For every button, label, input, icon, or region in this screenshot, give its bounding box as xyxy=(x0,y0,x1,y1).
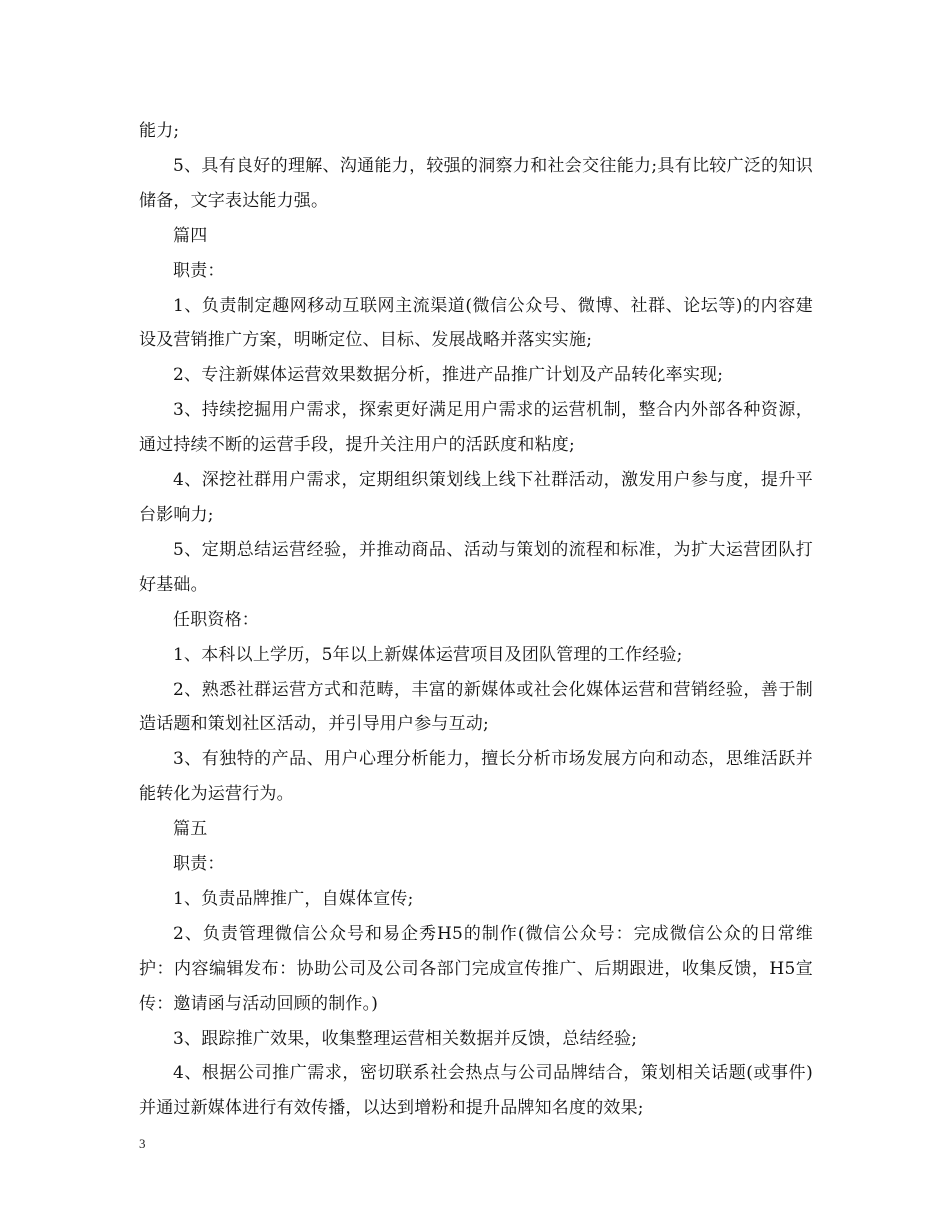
subheading-duties: 职责： xyxy=(173,260,225,281)
duty-item-1: 1、负责制定趣网移动互联网主流渠道(微信公众号、微博、社群、论坛等)的内容建设及营销推广方案，明晰定位、目标、发展战略并落实实施; xyxy=(139,295,813,351)
duty-item-2-part-five: 2、负责管理微信公众号和易企秀H5的制作(微信公众号：完成微信公众的日常维护：内容编辑发布：协助公司及公司各部门完成宣传推广、后期跟进，收集反馈，H5宣传：邀请函与活动回顾的制作。) xyxy=(139,923,813,1014)
section-heading-part-four: 篇四 xyxy=(173,225,208,246)
document-body xyxy=(139,114,813,1126)
qualification-item-1: 1、本科以上学历，5年以上新媒体运营项目及团队管理的工作经验; xyxy=(173,644,683,665)
duty-item-4-part-five: 4、根据公司推广需求，密切联系社会热点与公司品牌结合，策划相关话题(或事件)并通过新媒体进行有效传播，以达到增粉和提升品牌知名度的效果; xyxy=(139,1063,813,1119)
qualification-item-3: 3、有独特的产品、用户心理分析能力，擅长分析市场发展方向和动态，思维活跃并能转化为运营行为。 xyxy=(139,749,813,805)
page-number: 3 xyxy=(139,1136,146,1151)
duty-item-1-part-five: 1、负责品牌推广，自媒体宣传; xyxy=(173,888,414,909)
paragraph-continuation: 能力; xyxy=(139,121,180,141)
qualification-item-2: 2、熟悉社群运营方式和范畴，丰富的新媒体或社会化媒体运营和营销经验，善于制造话题和策划社区活动，并引导用户参与互动; xyxy=(139,679,813,735)
duty-item-5: 5、定期总结运营经验，并推动商品、活动与策划的流程和标准，为扩大运营团队打好基础。 xyxy=(139,539,813,595)
duty-item-3-part-five: 3、跟踪推广效果，收集整理运营相关数据并反馈，总结经验; xyxy=(173,1028,638,1049)
subheading-duties-part-five: 职责： xyxy=(173,854,225,875)
duty-item-2: 2、专注新媒体运营效果数据分析，推进产品推广计划及产品转化率实现; xyxy=(173,365,724,386)
duty-item-3: 3、持续挖掘用户需求，探索更好满足用户需求的运营机制，整合内外部各种资源，通过持续不断的运营手段，提升关注用户的活跃度和粘度; xyxy=(139,400,813,456)
duty-item-4: 4、深挖社群用户需求，定期组织策划线上线下社群活动，激发用户参与度，提升平台影响力; xyxy=(139,470,813,525)
paragraph-requirement-5: 5、具有良好的理解、沟通能力，较强的洞察力和社会交往能力;具有比较广泛的知识储备，文字表达能力强。 xyxy=(139,155,813,211)
subheading-qualifications: 任职资格： xyxy=(173,609,259,630)
section-heading-part-five: 篇五 xyxy=(173,819,208,840)
